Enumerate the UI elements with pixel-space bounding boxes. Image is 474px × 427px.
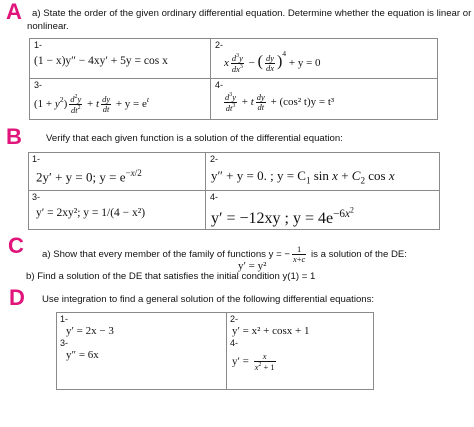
fraction-d2y-dt2: $\frac{d^2y}{dt^2}$ — [70, 93, 82, 115]
equation-d1: y′ = 2x − 3 — [66, 325, 114, 337]
fraction-dy-dx: $\frac{dy}{dx}$ — [265, 53, 274, 73]
equation-b4: y′ = −12xy ; $y = 4e^{-6x^2}$ — [211, 205, 354, 228]
fraction-dy-dt: $\frac{dy}{dt}$ — [102, 93, 111, 114]
equation-c-de: y′ = y² — [238, 260, 267, 272]
fraction-dy-dt: $\frac{dy}{dt}$ — [256, 91, 265, 112]
section-c-line1 — [42, 245, 407, 264]
item-number: 1- — [34, 40, 43, 50]
section-c-line1-text: a) Show that every member of the family of functions y = − — [42, 248, 290, 260]
equation-a4-tail: + (cos² t)y = t³ — [270, 95, 335, 108]
equation-b1: 2y′ + y = 0; $y = e^{-x/2}$ — [36, 168, 142, 185]
item-number: 4- — [230, 338, 239, 348]
equation-d2: y′ = x² + cosx + 1 — [232, 325, 310, 337]
equation-d3: y″ = 6x — [66, 349, 99, 361]
section-d-instruction: Use integration to find a general solution of the following differential equations: — [42, 294, 375, 305]
section-a-instruction: a) State the order of the given ordinary differential equation. Determine whether the equation is linear or — [32, 8, 472, 19]
item-number: 2- — [215, 40, 224, 50]
equation-b1-text: 2y′ + y = 0; y = e — [36, 169, 126, 185]
equation-b4-text: y′ = −12xy ; y = 4e — [211, 210, 334, 228]
item-number: 1- — [60, 314, 69, 324]
section-c-line3: b) Find a solution of the DE that satisfies the initial condition y(1) = 1 — [26, 271, 316, 282]
item-number: 4- — [215, 80, 224, 90]
equation-d4 — [232, 352, 278, 372]
section-a-col-divider — [210, 38, 211, 120]
item-number: 3- — [32, 192, 41, 202]
section-letter-d: D — [9, 285, 25, 310]
equation-a2-tail: + y = 0 — [288, 57, 321, 69]
equation-a1: (1 − x)y″ − 4xy′ + 5y = cos x — [34, 55, 168, 67]
section-b-col-divider — [205, 152, 206, 230]
item-number: 2- — [230, 314, 239, 324]
item-number: 1- — [32, 154, 41, 164]
fraction-x-over-x2-plus-1: $\frac{x}{x^2 + 1}$ — [254, 351, 275, 372]
fraction-1-over-x-plus-c: $\frac{1}{x+c}$ — [292, 244, 306, 264]
section-d-table — [56, 312, 374, 390]
section-c-line1-end: is a solution of the DE: — [310, 248, 407, 260]
section-letter-b: B — [6, 124, 22, 149]
equation-b3: y′ = 2xy²; y = 1/(4 − x²) — [36, 207, 146, 219]
section-b-row-divider — [28, 190, 440, 191]
item-number: 4- — [210, 192, 219, 202]
section-letter-a: A — [6, 0, 22, 24]
equation-b2: y″ + y = 0. ; $y = C_1$ $\sin x + C_2$ cos x — [211, 168, 395, 186]
section-a-row-divider — [29, 78, 438, 79]
section-a-instruction-cont: nonlinear. — [27, 21, 69, 32]
equation-b2-text: y″ + y = 0. ; y = C — [211, 168, 306, 183]
section-d-col-divider — [226, 312, 227, 390]
equation-a3-tail: + y = e — [115, 97, 147, 110]
section-letter-c: C — [8, 233, 24, 258]
equation-a3: $(1 + y^2)$ $\frac{d^2y}{dt^2}$ + t $\frac{dy}{dt}$ + $y = e^t$ — [34, 93, 150, 115]
equation-d4-text: y′ = — [232, 355, 249, 368]
item-number: 3- — [60, 338, 69, 348]
equation-a2: x $\frac{d^3y}{dx^3}$ − ( $\frac{dy}{dx}$ )$^4$ + y = 0 — [224, 49, 321, 74]
fraction-d3y-dt3: $\frac{d^3y}{dt^3}$ — [225, 91, 236, 113]
item-number: 2- — [210, 154, 219, 164]
section-b-instruction: Verify that each given function is a solution of the differential equation: — [46, 133, 343, 144]
equation-a4: $\frac{d^3y}{dt^3}$ + t $\frac{dy}{dt}$ + (cos² t)y = t³ — [225, 91, 335, 113]
item-number: 3- — [34, 80, 43, 90]
fraction-d3y-dx3: $\frac{d^3y}{dx^3}$ — [231, 53, 243, 74]
